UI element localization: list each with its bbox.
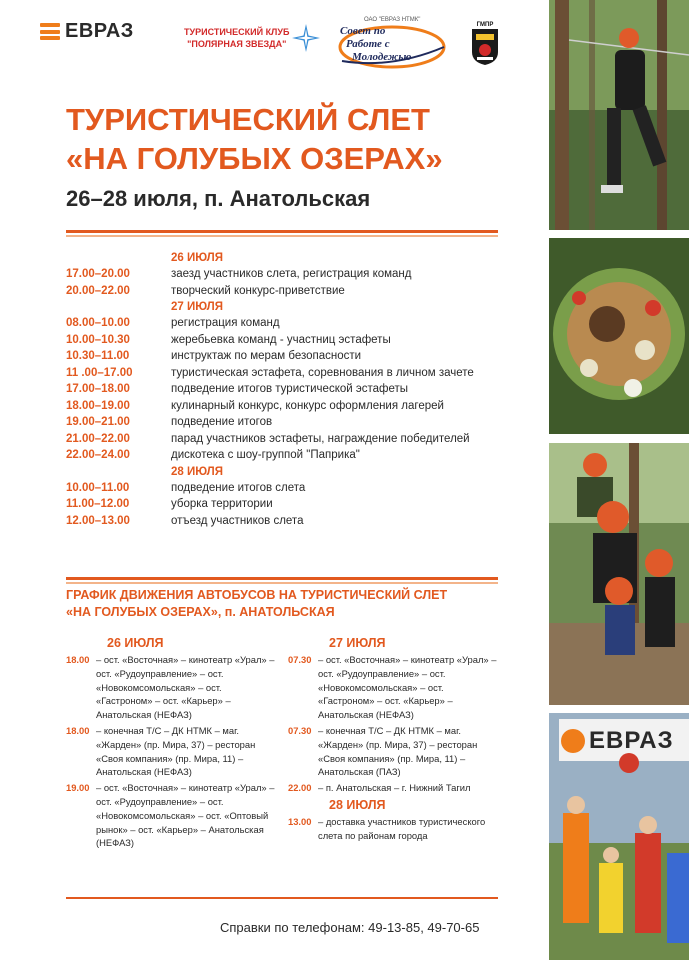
bus-entry: [288, 781, 500, 795]
bus-time: 19.00: [66, 782, 90, 794]
club-logo: [184, 23, 321, 53]
program-day-header: 26 ИЮЛЯ: [171, 252, 224, 264]
youth-council-org: ОАО "ЕВРАЗ НТМК": [364, 17, 421, 23]
photo-climber: [549, 0, 689, 230]
bus-route: – конечная Т/С – ДК НТМК – маг. «Жарден» (пр. Мира, 37) – ресторан «Своя компания» (пр. Мира, 11) – Анатольская (НЕФАЗ): [96, 724, 256, 778]
program-row: [66, 332, 498, 349]
program-row: [66, 381, 498, 398]
program-time: 17.00–20.00: [66, 268, 130, 280]
photo-climber-image: [549, 0, 689, 230]
program-row: [66, 398, 498, 415]
program-activity: уборка территории: [171, 498, 273, 510]
bus-route: – ост. «Восточная» – кинотеатр «Урал» – ост. «Рудоуправление» – ост. «Новокомсомольская» – ост. «Гастроном» – ост. «Карьер» – Анатольская (НЕФАЗ): [96, 654, 275, 721]
program-row: [66, 283, 498, 300]
bus-schedule-title: [66, 587, 506, 621]
program-time: 10.00–11.00: [66, 481, 130, 494]
divider: [66, 230, 498, 233]
bus-day-header: 27 ИЮЛЯ: [329, 636, 386, 650]
program-time: 10.30–11.00: [66, 350, 130, 362]
program-activity: жеребьевка команд - участниц эстафеты: [171, 333, 391, 346]
photo-festival-banner-text: ЕВРАЗ: [589, 727, 674, 754]
program-time: 19.00–21.00: [66, 416, 130, 428]
program-day-header: 27 ИЮЛЯ: [171, 301, 224, 313]
event-title-line1: ТУРИСТИЧЕСКИЙ СЛЕТ: [66, 102, 430, 137]
bus-route: – ост. «Восточная» – кинотеатр «Урал» – ост. «Рудоуправление» – ост. «Новокомсомольская» – ост. «Оптовый рынок» – ост. «Карьер» – Анатольская (НЕФАЗ): [96, 782, 275, 849]
youth-council-line3: Молодежью: [352, 51, 412, 63]
bus-route: – п. Анатольская – г. Нижний Тагил: [318, 782, 471, 794]
bus-schedule-title-line1: ГРАФИК ДВИЖЕНИЯ АВТОБУСОВ НА ТУРИСТИЧЕСКИЙ СЛЕТ: [66, 588, 448, 602]
gmpr-logo: [471, 22, 499, 68]
program-activity: инструктаж по мерам безопасности: [171, 350, 362, 362]
event-dates: 26–28 июля, п. Анатольская: [66, 186, 371, 211]
gmpr-label: ГМПР: [476, 22, 494, 28]
program-row: [66, 447, 498, 464]
program-activity: заезд участников слета, регистрация команд: [171, 268, 412, 280]
event-title: [66, 100, 443, 178]
photo-festival: [549, 713, 689, 960]
program-row: [66, 348, 498, 365]
bus-route: – доставка участников туристического слета по районам города: [318, 815, 486, 841]
evraz-mark-icon: [40, 23, 60, 40]
polar-star-icon: [291, 23, 321, 53]
bus-schedule-title-line2: «НА ГОЛУБЫХ ОЗЕРАХ», п. АНАТОЛЬСКАЯ: [66, 605, 335, 619]
program-row: [66, 315, 498, 332]
evraz-logo-text: ЕВРАЗ: [65, 20, 134, 42]
photo-team-image: [549, 443, 689, 705]
bus-entry: [66, 781, 278, 850]
program-activity: подведение итогов: [171, 416, 273, 428]
program-activity: творческий конкурс-приветствие: [171, 284, 345, 297]
program-time: 20.00–22.00: [66, 284, 130, 297]
club-logo-line1: ТУРИСТИЧЕСКИЙ КЛУБ: [184, 27, 290, 37]
bus-entry: [288, 724, 500, 779]
bus-day-header: 26 ИЮЛЯ: [107, 636, 164, 650]
bus-time: 13.00: [288, 815, 312, 827]
program-activity: подведение итогов туристической эстафеты: [171, 383, 409, 395]
photo-team: [549, 443, 689, 705]
program-activity: кулинарный конкурс, конкурс оформления лагерей: [171, 399, 444, 412]
bus-entry: [66, 724, 278, 779]
program-row: [66, 431, 498, 448]
program-row: [66, 365, 498, 382]
program-time: 11.00–12.00: [66, 498, 130, 510]
bus-entry: [66, 653, 278, 722]
bus-entry: [288, 653, 500, 722]
program-time: 11 .00–17.00: [66, 366, 133, 379]
program-activity: дискотека с шоу-группой "Паприка": [171, 449, 360, 461]
photo-food-image: [549, 238, 689, 434]
program-time: 21.00–22.00: [66, 432, 130, 445]
program-time: 17.00–18.00: [66, 383, 130, 395]
club-logo-line2: "ПОЛЯРНАЯ ЗВЕЗДА": [187, 39, 287, 49]
program-row: [66, 480, 498, 497]
gmpr-emblem-icon: [471, 28, 499, 66]
youth-council-logo: [336, 17, 448, 71]
bus-route: – ост. «Восточная» – кинотеатр «Урал» – ост. «Рудоуправление» – ост. «Новокомсомольская» – ост. «Гастроном» – ост. «Карьер» – Анатольская (НЕФАЗ): [318, 654, 497, 721]
program-row: [66, 513, 498, 530]
bus-day-header: 28 ИЮЛЯ: [329, 797, 386, 812]
divider: [66, 235, 498, 237]
youth-council-line2: Работе с: [346, 38, 390, 50]
program-row: [66, 496, 498, 513]
program-row: [66, 414, 498, 431]
program-activity: парад участников эстафеты, награждение победителей: [171, 432, 470, 445]
program-day-header: 28 ИЮЛЯ: [171, 465, 224, 478]
photo-food: [549, 238, 689, 434]
program-activity: подведение итогов слета: [171, 481, 306, 494]
bus-time: 07.30: [288, 724, 312, 736]
divider: [66, 582, 498, 584]
bus-time: 22.00: [288, 782, 312, 794]
program-time: 18.00–19.00: [66, 399, 130, 412]
program-time: 12.00–13.00: [66, 514, 130, 527]
bus-entry: [288, 815, 500, 843]
program-activity: отъезд участников слета: [171, 514, 304, 527]
bus-schedule-column-right: [288, 635, 500, 845]
program-activity: регистрация команд: [171, 317, 280, 329]
evraz-logo: [40, 20, 134, 43]
program-time: 08.00–10.00: [66, 317, 130, 329]
program-row: [66, 266, 498, 283]
bus-time: 18.00: [66, 724, 90, 736]
bus-schedule-column-left: [66, 635, 278, 852]
contact-phones: Справки по телефонам: 49-13-85, 49-70-65: [220, 920, 480, 935]
divider: [66, 577, 498, 580]
bus-time: 07.30: [288, 654, 312, 665]
program-activity: туристическая эстафета, соревнования в личном зачете: [171, 366, 474, 379]
event-title-line2: «НА ГОЛУБЫХ ОЗЕРАХ»: [66, 141, 443, 176]
program-time: 10.00–10.30: [66, 333, 130, 346]
program-time: 22.00–24.00: [66, 449, 130, 461]
divider: [66, 897, 498, 899]
event-program: [66, 250, 498, 529]
bus-time: 18.00: [66, 654, 90, 665]
bus-route: – конечная Т/С – ДК НТМК – маг. «Жарден» (пр. Мира, 37) – ресторан «Своя компания» (пр. Мира, 11) – Анатольская (ПАЗ): [318, 724, 478, 778]
youth-council-line1: Совет по: [340, 25, 386, 37]
